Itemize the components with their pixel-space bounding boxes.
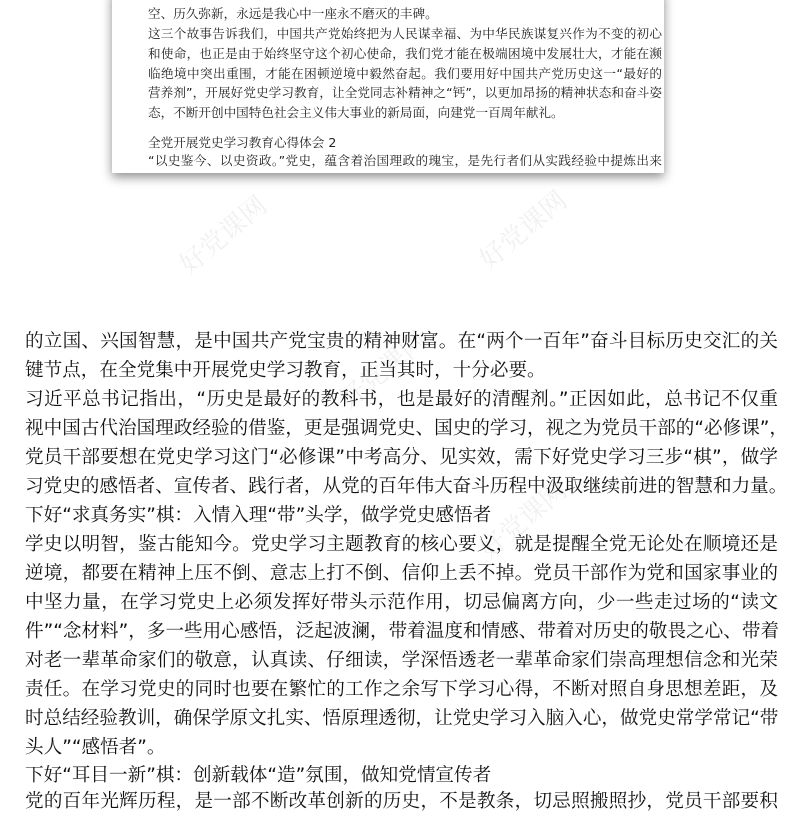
watermark: 好党课网 (474, 475, 574, 566)
body-text-line: 视中国古代治国理政经验的借鉴，更是强调党史、国史的学习，视之为党员干部的“必修课”， (25, 418, 789, 439)
body-text-line: 学史以明智，鉴古能知今。党史学习主题教育的核心要义，就是提醒全党无论处在顺境还是 (25, 534, 778, 555)
body-text-line: 头人”“感悟者”。 (25, 737, 166, 758)
body-text-line: 中坚力量，在学习党史上必须发挥好带头示范作用，切忌偏离方向，少一些走过场的“读文 (25, 592, 778, 613)
body-text-line: 党员干部要想在党史学习这门“必修课”中考高分、见实效，需下好党史学习三步“棋”，做学 (25, 447, 778, 468)
card-text-line: 营养剂”，开展好党史学习教育，让全党同志补精神之“钙”，以更加昂扬的精神状态和奋斗姿 (148, 85, 662, 100)
watermark: 好党课网 (174, 190, 274, 281)
body-text-line: 党的百年光辉历程，是一部不断改革创新的历史，不是教条，切忌照搬照抄，党员干部要积 (25, 791, 778, 812)
card-text-line: 和使命，也正是由于始终坚守这个初心使命，我们党才能在极端困境中发展壮大，才能在濒 (148, 46, 662, 61)
section-heading: 下好“求真务实”棋：入情入理“带”头学，做学党史感悟者 (25, 505, 492, 526)
card-text-line: “以史鉴今、以史资政。”党史，蕴含着治国理政的瑰宝，是先行者们从实践经验中提炼出来 (148, 153, 662, 168)
body-text-line: 时总结经验教训，确保学原文扎实、悟原理透彻，让党史学习入脑入心，做党史常学常记“带 (25, 708, 779, 729)
body-text-line: 责任。在学习党史的同时也要在繁忙的工作之余写下学习心得，不断对照自身思想差距，及 (25, 679, 778, 700)
card-text-line: 空、历久弥新，永远是我心中一座永不磨灭的丰碑。 (148, 6, 438, 21)
body-text-line: 件”“念材料”，多一些用心感悟，泛起波澜，带着温度和情感、带着对历史的敬畏之心、带着 (25, 621, 780, 642)
body-text-line: 习近平总书记指出，“历史是最好的教科书，也是最好的清醒剂。”正因如此，总书记不仅重 (25, 389, 778, 410)
card-text-line: 临绝境中突出重围，才能在困顿逆境中毅然奋起。我们要用好中国共产党历史这一“最好的 (148, 66, 662, 81)
document-preview-card (112, 0, 664, 173)
body-text-line: 逆境，都要在精神上压不倒、意志上打不倒、信仰上丢不掉。党员干部作为党和国家事业的 (25, 563, 778, 584)
card-text-line: 这三个故事告诉我们，中国共产党始终把为人民谋幸福、为中华民族谋复兴作为不变的初心 (148, 26, 662, 41)
body-text-line: 习党史的感悟者、宣传者、践行者，从党的百年伟大奋斗历程中汲取继续前进的智慧和力量。 (25, 476, 788, 497)
card-section-heading: 全党开展党史学习教育心得体会 2 (148, 135, 337, 150)
watermark: 好党课网 (474, 185, 574, 276)
body-text-line: 键节点，在全党集中开展党史学习教育，正当其时，十分必要。 (25, 360, 546, 381)
body-text-line: 的立国、兴国智慧，是中国共产党宝贵的精神财富。在“两个一百年”奋斗目标历史交汇的关 (25, 331, 778, 352)
section-heading: 下好“耳目一新”棋：创新载体“造”氛围，做知党情宣传者 (25, 765, 492, 786)
watermark: 好党课网 (334, 325, 434, 416)
card-text-line: 态，不断开创中国特色社会主义伟大事业的新局面，向建党一百周年献礼。 (148, 105, 564, 120)
body-text-line: 对老一辈革命家们的敬意，认真读、仔细读，学深悟透老一辈革命家们崇高理想信念和光荣 (25, 650, 778, 671)
